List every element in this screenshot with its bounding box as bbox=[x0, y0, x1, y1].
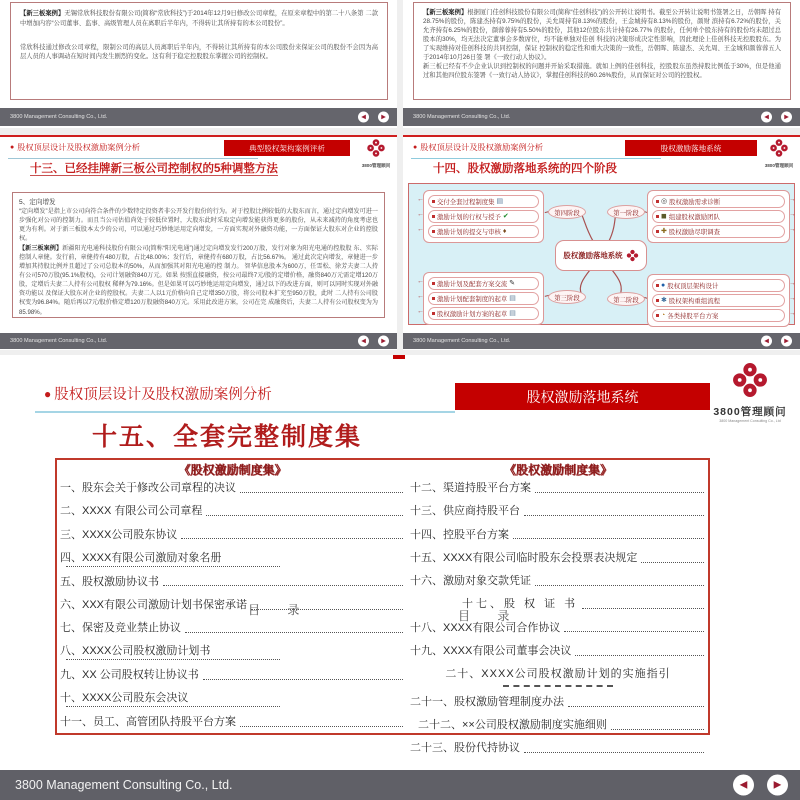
toc-item: 十五、XXXX有限公司临时股东会投票表决规定 bbox=[410, 552, 706, 566]
dotted-leader bbox=[575, 655, 704, 656]
case-label: 【新三板案例】 bbox=[423, 9, 468, 16]
mindmap-group-stage2 bbox=[647, 274, 790, 327]
case-box bbox=[413, 2, 791, 100]
page-title: 十五、全套完整制度集 bbox=[92, 423, 363, 451]
binder-icon: ▤ bbox=[496, 198, 504, 205]
slide-title: 十四、股权激励落地系统的四个阶段 bbox=[433, 163, 617, 175]
team-icon: ◼ bbox=[661, 213, 667, 220]
dotted-leader bbox=[240, 726, 403, 727]
slide-header-text: 股权顶层设计及股权激励案例分析 bbox=[54, 387, 272, 403]
toc-item: 二、XXXX 有限公司公司章程 bbox=[60, 505, 405, 519]
next-button[interactable] bbox=[781, 112, 792, 123]
brand-name-cn: 3800管理顾问 bbox=[361, 163, 391, 168]
body-paragraph: “定向增发”是指上市公司向符合条件的少数特定投资者非公开发行股份的行为。对于控股比例较低的大股东而言，通过定向增发可进一步强化对公司的控制力。而且当公司估值尚处于较低位置时，大股东此时采取定向增发能获得更多的股份，从未来减持的角度考虑也更为有利。对于新三板股本太少的公司，可以通过巧妙地运用定向增发，一方面实现对外融资功能，一方面保证大股东对企业的控股权。 bbox=[19, 208, 378, 243]
footer-company-text: 3800 Management Consulting Co., Ltd. bbox=[15, 778, 233, 792]
slide-footer-bar bbox=[0, 333, 397, 349]
footer-company-text: 3800 Management Consulting Co., Ltd. bbox=[10, 114, 108, 120]
toc-item: 八、XXXX公司股权激励计划书 bbox=[60, 645, 211, 658]
dotted-leader bbox=[582, 608, 704, 609]
next-icon: ▶ bbox=[784, 338, 789, 345]
case-paragraph: 【新三板案例】新疆阳光电通科技股份有限公司(简称“阳光电通”)通过定向增发发行200万股，发行对象为阳光电通的控股股 东、实际控制人章健。发行前，章健持有480万股，占比48.00%；发行后，章健持有680万股，占比56.67%。 通过此次定向增发，章健进一步增加其持股比例并且超过了公司总股本的50%，从而加强其对阳光电通的控 制力。 智华信息股本为600万，任雪松、徐芳夫妻二人持有公司570万股(95.1%股权)，公司计划融资840万元。如果 按照直接融资，按公司最终7元/股的定增价格，融资840万元需定增120万股，定增后夫妻二人持有公司股权 稀释为79.16%。但是如果可以巧妙地运用定向增发，通过以下的改进方面，则可以同时实现对外融资功能以 及保证大股东对企业的控股权。夫妻二人以1元价格向自己定增350万股，将公司股本扩充至950万股，此时 二人持有公司股权变为96.84%。随后再以7元/股价格定增120万股融资840万元。采用此改进方案，公司在完 成融资后，夫妻二人持有公司股权变为为85.98%。 bbox=[19, 244, 379, 316]
pen-icon: ✎ bbox=[509, 280, 516, 287]
toc-item: 十二、渠道持股平台方案 bbox=[410, 482, 706, 496]
slide-header-text: 股权顶层设计及股权激励案例分析 bbox=[17, 143, 141, 152]
prev-icon: ◀ bbox=[764, 114, 769, 121]
header-underline bbox=[411, 158, 661, 159]
dotted-leader bbox=[206, 515, 403, 516]
slide-header-text: 股权顶层设计及股权激励案例分析 bbox=[420, 143, 544, 152]
toc-item: 十七、股 权 证 书 bbox=[462, 598, 706, 612]
dotted-leader bbox=[513, 538, 704, 539]
case-paragraph: 【新三板案例】无锡常欣科技股份有限公司(简称“常欣科技”)于2014年12月9日修改公司章程，在原来章程中的第二十八条第 二款中增加内容“公司董事、监事、高级管理人员在离职后半年内，不得转让其所持有的本公司股份”。 bbox=[20, 10, 379, 27]
brand-flower-icon bbox=[731, 361, 769, 399]
square-bullet-icon bbox=[432, 230, 435, 233]
slide-thumbnail-1[interactable] bbox=[0, 0, 397, 128]
square-bullet-icon bbox=[656, 215, 659, 218]
square-bullet-icon bbox=[656, 200, 659, 203]
brand-flower-icon bbox=[366, 138, 386, 158]
toc-column-right bbox=[410, 461, 706, 766]
slide-top-rule bbox=[403, 135, 800, 137]
toc-watermark: 目 录 bbox=[248, 603, 312, 617]
toc-column-header: 《股权激励制度集》 bbox=[503, 463, 612, 477]
brand-logo bbox=[762, 138, 796, 169]
mindmap-group-stage4 bbox=[423, 190, 544, 243]
check-icon: ✔ bbox=[502, 213, 509, 220]
next-icon: ▶ bbox=[773, 779, 782, 791]
square-bullet-icon bbox=[656, 230, 659, 233]
mindmap-item-label: 股权激励计划方案的起草 bbox=[437, 311, 508, 318]
mindmap-diagram bbox=[408, 183, 795, 325]
square-bullet-icon bbox=[432, 200, 435, 203]
toc-item: 十一、员工、高管团队持股平台方案 bbox=[60, 716, 405, 730]
toc-item: 十九、XXXX有限公司董事会决议 bbox=[410, 645, 706, 659]
slide-top-rule bbox=[393, 355, 405, 359]
slide-header bbox=[413, 142, 543, 153]
prev-icon: ◀ bbox=[361, 338, 366, 345]
toc-watermark: 目 录 bbox=[458, 609, 522, 623]
prev-icon: ◀ bbox=[361, 114, 366, 121]
bullet-icon: ● bbox=[10, 144, 15, 151]
toc-item: 十四、控股平台方案 bbox=[410, 529, 706, 543]
footer-company-text: 3800 Management Consulting Co., Ltd. bbox=[413, 338, 511, 344]
slide-footer-bar bbox=[403, 333, 800, 349]
prev-button[interactable] bbox=[761, 336, 772, 347]
dotted-leader bbox=[568, 706, 704, 707]
mindmap-item-label: 组建股权激励团队 bbox=[668, 214, 720, 221]
stage-label-3: 第三阶段 bbox=[548, 290, 586, 304]
toc-column-left bbox=[60, 461, 405, 739]
next-button[interactable] bbox=[378, 112, 389, 123]
bullet-icon: ● bbox=[44, 386, 52, 401]
toc-item: 一、股东会关于修改公司章程的决议 bbox=[60, 482, 405, 496]
toc-item: 二十一、股权激励管理制度办法 bbox=[410, 696, 706, 710]
mindmap-item-label: 股权激励尽职调查 bbox=[668, 229, 720, 236]
stage-label-1: 第一阶段 bbox=[607, 205, 645, 219]
gear-icon: ✱ bbox=[661, 297, 667, 304]
toc-item: 九、XX 公司股权转让协议书 bbox=[60, 669, 405, 683]
mindmap-item bbox=[428, 195, 539, 208]
next-button[interactable] bbox=[767, 775, 788, 796]
mindmap-item bbox=[428, 292, 539, 305]
mindmap-item-label: 激励计划配套制度的起草 bbox=[437, 296, 508, 303]
brand-logo bbox=[712, 361, 788, 423]
bullet-icon: ● bbox=[413, 144, 418, 151]
slide-body-box bbox=[12, 192, 385, 318]
dotted-leader bbox=[66, 659, 280, 660]
point-heading: 5、定向增发 bbox=[19, 199, 56, 206]
toc-item: 二十、XXXX公司股权激励计划的实施指引 bbox=[445, 668, 671, 680]
dotted-leader bbox=[66, 566, 280, 567]
case-paragraph: 常欣科技通过修改公司章程，限制公司的高层人员离职后半年内，不得转让其所持有的本公司股份来保证公司的股份不会因为高层人员的人事调动在短时间内发生剧烈的变化。这有利于稳定控股股东掌握公司的控制权。 bbox=[20, 43, 378, 61]
dotted-leader bbox=[181, 538, 403, 539]
toc-item: 三、XXXX公司股东协议 bbox=[60, 529, 405, 543]
toc-item: 十三、供应商持股平台 bbox=[410, 505, 706, 519]
mindmap-item-label: 股权顶层架构设计 bbox=[667, 283, 719, 290]
toc-item: 六、XXX有限公司激励计划书保密承诺 bbox=[60, 599, 405, 613]
slide-thumbnail-4[interactable] bbox=[403, 135, 800, 350]
footer-company-text: 3800 Management Consulting Co., Ltd. bbox=[413, 114, 511, 120]
case-paragraph: 【新三板案例】根据厦门佳创科技股份有限公司(简称“佳创科技”)的公开转让说明书。截至公开转让说明书签署之日，岳朝晖 持有28.75%的股份，陈建杰持有9.75%的股份，关允周持有8.13%的股份，王金城持有8.13%的股份，颜财 滨持有6.72%的股份，关允齐持有6.25%的股份，颜蓉蓉持有5.50%的股份，其他12位股东共计持有26.77% 的股份，任何单个股东持有的股份均未超过总股本的30%，均无法决定董事会多数席位，均不能单独对佳创 科技的决策形成决定性影响，因此理论上佳创科技无控股股东。为了实现维持对佳创科技的共同控制，保证 控制权的稳定性和重大决策的一致性，岳朝晖、陈建杰、关允周、王金城和颜蓉蓉五人于2014年10月26日签 署《一致行动人协议》。 bbox=[423, 9, 781, 61]
dotted-leader bbox=[564, 631, 704, 632]
stage-label-2: 第二阶段 bbox=[607, 292, 645, 306]
brand-flower-icon bbox=[769, 138, 789, 158]
case-box bbox=[10, 2, 388, 100]
header-underline bbox=[35, 411, 455, 413]
prev-button[interactable] bbox=[358, 336, 369, 347]
tools-icon: ✚ bbox=[661, 228, 667, 235]
case-label: 【新三板案例】 bbox=[20, 10, 65, 17]
section-badge: 股权激励落地系统 bbox=[455, 383, 710, 410]
dotted-leader bbox=[203, 679, 403, 680]
section-badge: 股权激励落地系统 bbox=[625, 140, 757, 156]
mindmap-group-stage1 bbox=[647, 190, 790, 243]
footer-bar bbox=[0, 770, 800, 800]
magnifier-icon: ◎ bbox=[661, 198, 668, 205]
dotted-leader bbox=[535, 585, 704, 586]
header-underline bbox=[8, 158, 258, 159]
mindmap-item bbox=[652, 225, 785, 238]
slide-thumbnail-2[interactable] bbox=[403, 0, 800, 128]
toc-item: 二十三、股份代持协议 bbox=[410, 742, 706, 756]
case-paragraph: 新三板已经有不少企业认识到控制权的问题并开始采取措施。就如上例的佳创科技，控股股东虽然持股比例低于30%，但是他通过和其他四位股东签署《一致行动人协议》，掌握佳创科技的60.26%股份，从而保证对公司的控股权。 bbox=[423, 62, 781, 79]
toc-item: 十八、XXXX有限公司合作协议 bbox=[410, 622, 706, 636]
footer-company-text: 3800 Management Consulting Co., Ltd. bbox=[10, 338, 108, 344]
document-icon: ▤ bbox=[509, 295, 516, 302]
prev-button[interactable] bbox=[761, 112, 772, 123]
slide-thumbnail-3[interactable] bbox=[0, 135, 397, 350]
section-badge: 典型股权架构案例评析 bbox=[224, 140, 350, 156]
prev-button[interactable] bbox=[358, 112, 369, 123]
square-bullet-icon bbox=[656, 314, 659, 317]
mindmap-item-label: 激励计划及配套方案交流 bbox=[437, 281, 508, 288]
prev-icon: ◀ bbox=[764, 338, 769, 345]
dotted-leader bbox=[611, 729, 704, 730]
mindmap-item-label: 交付全套过程制度集 bbox=[437, 199, 495, 206]
mindmap-item bbox=[652, 195, 785, 208]
next-icon: ▶ bbox=[381, 338, 386, 345]
mindmap-item-label: 股权激励需求诊断 bbox=[669, 199, 721, 206]
mindmap-item bbox=[428, 210, 539, 223]
document-icon: ▤ bbox=[509, 310, 516, 317]
mindmap-item-label: 激励计划的行权与授予 bbox=[437, 214, 501, 221]
mindmap-center-label: 股权激励落地系统 bbox=[563, 251, 623, 260]
dotted-leader bbox=[641, 562, 704, 563]
slide-footer-bar bbox=[403, 108, 800, 126]
dotted-leader bbox=[163, 585, 403, 586]
mindmap-item bbox=[428, 225, 539, 238]
pie-icon: ◔ bbox=[661, 312, 666, 319]
brand-name-en: 3800 Management Consulting Co., Ltd bbox=[719, 419, 781, 423]
mindmap-item bbox=[652, 294, 785, 307]
toc-item: 二十二、××公司股权激励制度实施细则 bbox=[418, 719, 706, 733]
dashed-leader bbox=[503, 685, 613, 687]
slide-title: 十三、已经挂牌新三板公司控制权的5种调整方法 bbox=[30, 163, 278, 175]
slide-top-rule bbox=[0, 135, 397, 137]
toc-item: 七、保密及竞业禁止协议 bbox=[60, 622, 405, 636]
dotted-leader bbox=[66, 706, 280, 707]
toc-item: 十、XXXX公司股东会决议 bbox=[60, 692, 189, 705]
prev-icon: ◀ bbox=[739, 779, 748, 791]
toc-item: 十六、激励对象交款凭证 bbox=[410, 575, 706, 589]
mindmap-item-label: 激励计划的提交与审核 bbox=[437, 229, 501, 236]
brand-logo bbox=[359, 138, 393, 169]
globe-icon: ● bbox=[661, 282, 666, 289]
next-button[interactable] bbox=[378, 336, 389, 347]
next-button[interactable] bbox=[781, 336, 792, 347]
slide-header bbox=[44, 383, 272, 404]
square-bullet-icon bbox=[432, 312, 435, 315]
mindmap-item-label: 股权架构重组流程 bbox=[668, 298, 720, 305]
mindmap-group-stage3 bbox=[423, 272, 544, 325]
dotted-leader bbox=[185, 632, 403, 633]
mindmap-center-node bbox=[555, 240, 647, 271]
mindmap-item bbox=[428, 307, 539, 320]
brand-name-cn: 3800管理顾问 bbox=[764, 163, 794, 168]
dotted-leader bbox=[524, 515, 704, 516]
brand-flower-icon bbox=[626, 249, 639, 262]
dotted-leader bbox=[524, 752, 704, 753]
dotted-leader bbox=[535, 492, 704, 493]
case-label: 【新三板案例】 bbox=[19, 244, 63, 252]
mindmap-item bbox=[652, 309, 785, 322]
toc-item: 四、XXXX有限公司激励对象名册 bbox=[60, 551, 222, 564]
mindmap-item bbox=[652, 279, 785, 292]
main-slide bbox=[0, 355, 800, 770]
square-bullet-icon bbox=[432, 282, 435, 285]
prev-button[interactable] bbox=[733, 775, 754, 796]
dotted-leader bbox=[240, 492, 403, 493]
next-icon: ▶ bbox=[784, 114, 789, 121]
stage-label-4: 第四阶段 bbox=[548, 205, 586, 219]
toc-item: 五、股权激励协议书 bbox=[60, 576, 405, 590]
mindmap-item-label: 各类持股平台方案 bbox=[667, 313, 719, 320]
toc-column-header: 《股权激励制度集》 bbox=[178, 463, 287, 477]
stamp-icon: ♦ bbox=[502, 228, 507, 235]
square-bullet-icon bbox=[432, 215, 435, 218]
square-bullet-icon bbox=[656, 284, 659, 287]
mindmap-item bbox=[652, 210, 785, 223]
mindmap-item bbox=[428, 277, 539, 290]
square-bullet-icon bbox=[432, 297, 435, 300]
brand-name-cn: 3800管理顾问 bbox=[713, 406, 787, 418]
slide-header bbox=[10, 142, 140, 153]
next-icon: ▶ bbox=[381, 114, 386, 121]
slide-footer-bar bbox=[0, 108, 397, 126]
square-bullet-icon bbox=[656, 299, 659, 302]
